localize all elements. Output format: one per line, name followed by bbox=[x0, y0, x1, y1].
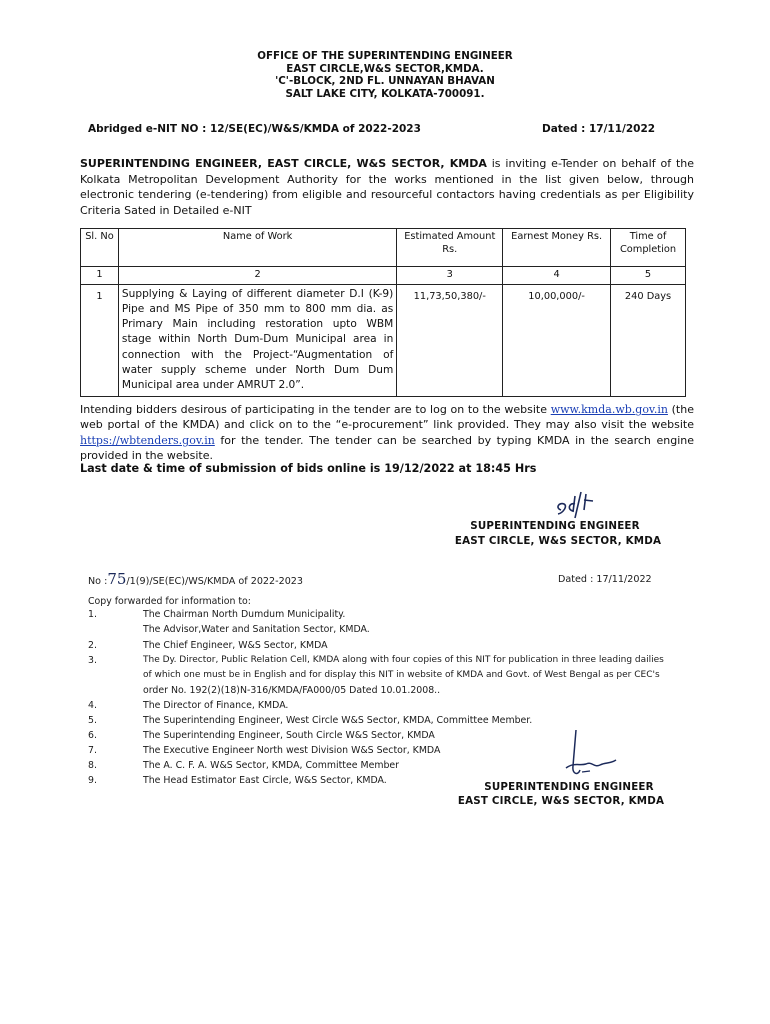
header-line-1: OFFICE OF THE SUPERINTENDING ENGINEER bbox=[257, 50, 513, 62]
memo-handwritten-number: 75 bbox=[107, 570, 127, 588]
intro-text: is inviting e-Tender on behalf of the Kolkata Metropolitan Development Authority for the works mentioned in the list given below, through electronic tendering (e-tendering) from eligible and resourceful contactors having credentials as per Eligibility Criteria Sated in Detailed e-NIT bbox=[80, 157, 694, 217]
intro-authority: SUPERINTENDING ENGINEER, EAST CIRCLE, W&S SECTOR, KMDA bbox=[80, 157, 487, 170]
wbtenders-website-link[interactable]: https://wbtenders.gov.in bbox=[80, 433, 215, 447]
handwritten-signature-icon bbox=[560, 728, 630, 788]
list-item: order No. 192(2)(18)N-316/KMDA/FA000/05 Dated 10.01.2008.. bbox=[143, 685, 441, 696]
list-item-number: 9. bbox=[88, 775, 97, 786]
list-item: The Superintending Engineer, West Circle W&S Sector, KMDA, Committee Member. bbox=[143, 715, 533, 726]
memo-number bbox=[88, 572, 303, 589]
header-line-4: SALT LAKE CITY, KOLKATA-700091. bbox=[285, 87, 485, 100]
col-number: 2 bbox=[118, 267, 396, 285]
col-number: 5 bbox=[611, 267, 686, 285]
bidders-text-3: for the tender. The tender can be searched by typing KMDA in the search engine provided in the website. bbox=[80, 433, 694, 463]
last-date-notice: Last date & time of submission of bids online is 19/12/2022 at 18:45 Hrs bbox=[80, 462, 537, 475]
kmda-website-link[interactable]: www.kmda.wb.gov.in bbox=[550, 403, 668, 416]
row-earnest-money: 10,00,000/- bbox=[503, 284, 611, 396]
work-table bbox=[80, 228, 686, 397]
header-earnest-money: Earnest Money Rs. bbox=[503, 229, 611, 267]
row-time-of-completion: 240 Days bbox=[611, 284, 686, 396]
list-item: of which one must be in English and for display this NIT in website of KMDA and Govt. of West Bengal as per CEC's bbox=[143, 670, 660, 680]
row-name-of-work: Supplying & Laying of different diameter D.I (K-9) Pipe and MS Pipe of 350 mm to 800 mm dia. as Primary Main including restoration upto WBM stage within North Dum-Dum Municipal area in connection with the Project-“Augmentation of water supply scheme under North Dum Dum Municipal area under AMRUT 2.0”. bbox=[118, 284, 396, 396]
list-item: The Chief Engineer, W&S Sector, KMDA bbox=[143, 640, 328, 651]
list-item-number: 8. bbox=[88, 760, 97, 771]
list-item-number: 3. bbox=[88, 655, 97, 666]
office-header bbox=[0, 50, 770, 100]
header-line-2: EAST CIRCLE,W&S SECTOR,KMDA. bbox=[286, 62, 484, 75]
col-number: 3 bbox=[397, 267, 503, 285]
signatory-office-2: EAST CIRCLE, W&S SECTOR, KMDA bbox=[457, 795, 665, 807]
header-estimated-amount: Estimated Amount Rs. bbox=[397, 229, 503, 267]
list-item-number: 2. bbox=[88, 640, 97, 651]
memo-date: Dated : 17/11/2022 bbox=[558, 574, 652, 585]
list-item: The Chairman North Dumdum Municipality. bbox=[143, 609, 346, 620]
header-line-3: 'C'-BLOCK, 2ND FL. UNNAYAN BHAVAN bbox=[275, 75, 495, 87]
signatory-title-2: SUPERINTENDING ENGINEER bbox=[484, 781, 654, 793]
list-item: The Dy. Director, Public Relation Cell, KMDA along with four copies of this NIT for publication in three leading dailies bbox=[143, 655, 664, 665]
col-number: 1 bbox=[81, 267, 119, 285]
list-item: The Executive Engineer North west Division W&S Sector, KMDA bbox=[143, 745, 441, 756]
intro-paragraph bbox=[80, 156, 694, 218]
nit-date: Dated : 17/11/2022 bbox=[542, 123, 656, 135]
copy-heading: Copy forwarded for information to: bbox=[88, 596, 251, 607]
table-row bbox=[81, 284, 686, 396]
memo-prefix: No : bbox=[88, 576, 108, 587]
recipient-list bbox=[0, 607, 770, 787]
row-estimated-amount: 11,73,50,380/- bbox=[397, 284, 503, 396]
table-numbering-row bbox=[81, 267, 686, 285]
list-item: The Superintending Engineer, South Circle W&S Sector, KMDA bbox=[143, 730, 435, 741]
nit-number: Abridged e-NIT NO : 12/SE(EC)/W&S/KMDA of 2022-2023 bbox=[88, 123, 421, 135]
row-sl-no: 1 bbox=[81, 284, 119, 396]
signatory-title-1: SUPERINTENDING ENGINEER bbox=[470, 520, 640, 532]
header-time-of-completion: Time of Completion bbox=[611, 229, 686, 267]
memo-suffix: /1(9)/SE(EC)/WS/KMDA of 2022-2023 bbox=[126, 576, 304, 587]
list-item: The Head Estimator East Circle, W&S Sector, KMDA. bbox=[143, 775, 387, 786]
list-item-number: 1. bbox=[88, 609, 97, 620]
list-item-number: 6. bbox=[88, 730, 97, 741]
handwritten-sd-signature-icon bbox=[553, 488, 603, 522]
bidders-text-2: (the web portal of the KMDA) and click on to the “e-procurement” link provided. They may also visit the website bbox=[80, 403, 694, 432]
header-name-of-work: Name of Work bbox=[118, 229, 396, 267]
list-item: The Advisor,Water and Sanitation Sector, KMDA. bbox=[143, 624, 370, 635]
list-item-number: 4. bbox=[88, 700, 97, 711]
signatory-office-1: EAST CIRCLE, W&S SECTOR, KMDA bbox=[454, 535, 662, 547]
bidders-paragraph bbox=[80, 402, 694, 464]
table-header-row bbox=[81, 229, 686, 267]
list-item-number: 5. bbox=[88, 715, 97, 726]
header-sl-no: Sl. No bbox=[81, 229, 119, 267]
list-item: The A. C. F. A. W&S Sector, KMDA, Committee Member bbox=[143, 760, 400, 771]
list-item: The Director of Finance, KMDA. bbox=[143, 700, 289, 711]
bidders-text-1: Intending bidders desirous of participating in the tender are to log on to the website bbox=[80, 403, 551, 416]
col-number: 4 bbox=[503, 267, 611, 285]
list-item-number: 7. bbox=[88, 745, 97, 756]
